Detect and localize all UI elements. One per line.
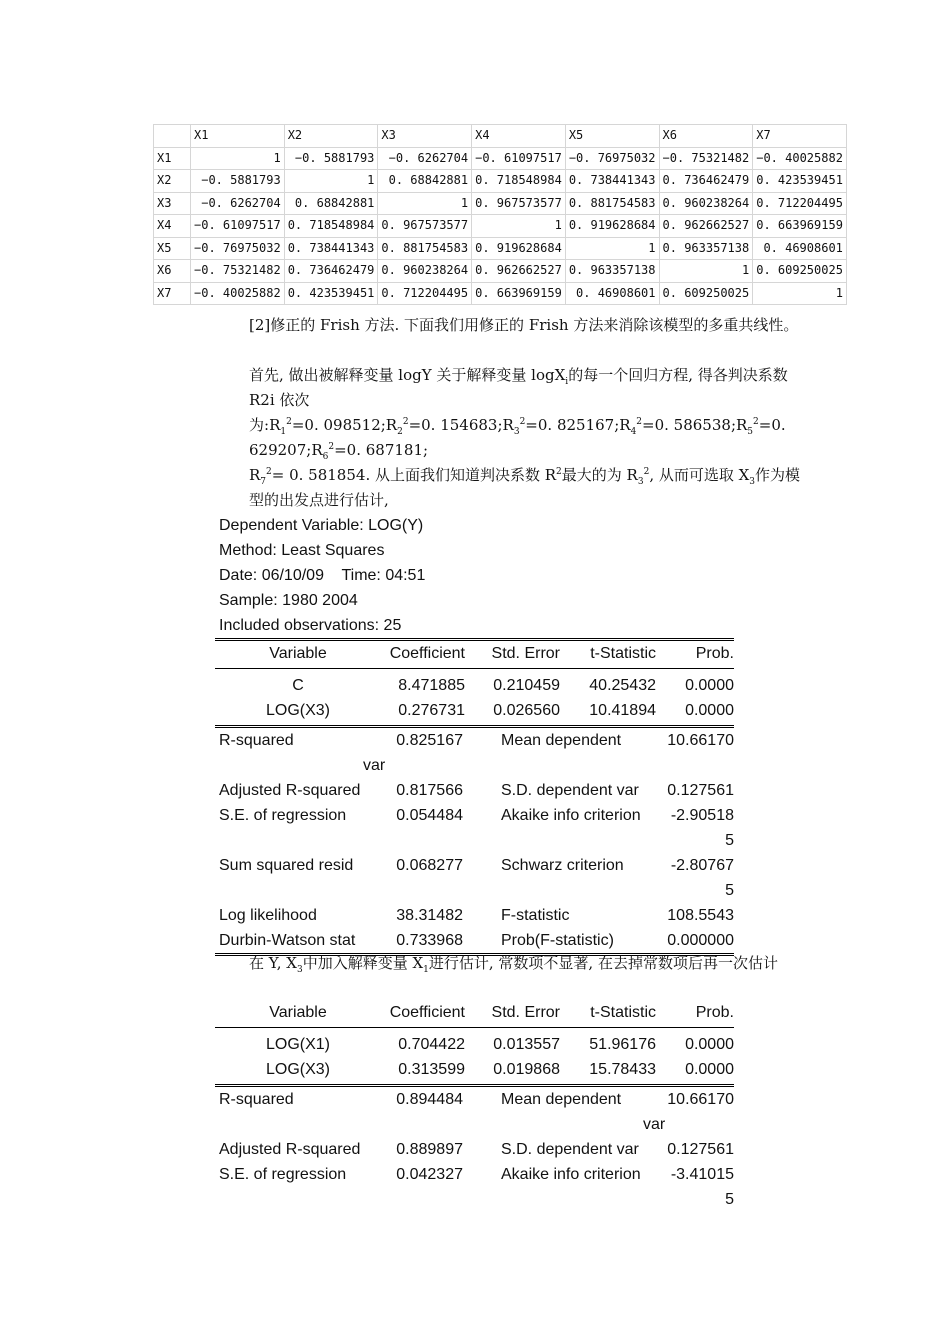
prob-f-label: Prob(F-statistic) [501, 932, 614, 949]
date-time-line: Date: 06/10/09 Time: 04:51 [219, 567, 426, 584]
method-line: Method: Least Squares [219, 542, 385, 559]
correlation-cell: 0. 962662527 [659, 215, 753, 238]
add-x1-text-a: 在 Y, X [249, 954, 297, 972]
r-letter: R [736, 416, 748, 434]
header-t-statistic: t-Statistic [590, 1004, 656, 1021]
add-x1-paragraph [249, 951, 814, 976]
sup-2: 2 [753, 417, 759, 427]
correlation-cell: −0. 5881793 [284, 147, 378, 170]
step-text-a: 首先, 做出被解释变量 logY 关于解释变量 logX [249, 366, 566, 384]
conclusion-text-b: 最大的为 R [561, 466, 638, 484]
correlation-cell: 0. 423539451 [753, 170, 847, 193]
mean-dependent-wrap: var [643, 1116, 666, 1133]
r-squared-value: =0. 154683; [408, 416, 503, 434]
r-subscript: 5 [747, 427, 754, 437]
r-squared-list [249, 416, 786, 462]
r-squared-value: 0.894484 [396, 1091, 463, 1108]
regression1-meta [219, 513, 425, 638]
add-x1-text-c: 进行估计, 常数项不显著, 在去掉常数项后再一次估计 [428, 954, 778, 972]
variable-name: LOG(X3) [265, 1061, 330, 1078]
sup-2: 2 [402, 417, 409, 427]
correlation-cell: −0. 61097517 [191, 215, 285, 238]
correlation-cell: 0. 967573577 [378, 215, 472, 238]
variable-name: LOG(X3) [265, 702, 330, 719]
r-letter: R [249, 466, 261, 484]
std-error-value: 0.019868 [493, 1061, 560, 1078]
correlation-cell: 0. 736462479 [659, 170, 753, 193]
r-squared-list-paragraph [249, 413, 814, 463]
r-squared-label: R-squared [219, 1091, 294, 1108]
coefficient-row [215, 1032, 734, 1057]
durbin-watson-label: Durbin-Watson stat [219, 932, 356, 949]
dependent-variable-line: Dependent Variable: LOG(Y) [219, 517, 424, 534]
correlation-column-header: X5 [565, 125, 659, 148]
correlation-row-label: X1 [154, 147, 191, 170]
correlation-row-label: X7 [154, 282, 191, 305]
correlation-cell: −0. 75321482 [191, 260, 285, 283]
adjusted-r-squared-label: Adjusted R-squared [219, 782, 361, 799]
correlation-column-header: X6 [659, 125, 753, 148]
correlation-row [154, 282, 847, 305]
correlation-cell: 0. 663969159 [753, 215, 847, 238]
coefficient-header-row [215, 1000, 734, 1025]
correlation-cell: 0. 963357138 [659, 237, 753, 260]
stats-row [215, 1162, 734, 1212]
akaike-value [643, 1162, 734, 1212]
sup-2: 2 [266, 467, 272, 477]
coefficient-row [215, 673, 734, 698]
t-statistic-value: 15.78433 [589, 1061, 656, 1078]
correlation-cell: 0. 960238264 [378, 260, 472, 283]
r-subscript: 4 [630, 427, 637, 437]
step-sub-i: i [565, 377, 569, 387]
correlation-cell: −0. 6262704 [378, 147, 472, 170]
regression1-output [215, 638, 734, 956]
correlation-cell: 1 [659, 260, 753, 283]
header-variable: Variable [269, 1004, 327, 1021]
correlation-cell: −0. 61097517 [472, 147, 566, 170]
akaike-value [643, 803, 734, 853]
stats-row-wrap [215, 1112, 734, 1137]
coefficient-row [215, 698, 734, 723]
sub-1: 1 [423, 965, 429, 975]
r-subscript: 2 [397, 427, 403, 437]
adjusted-r-squared-label: Adjusted R-squared [219, 1141, 361, 1158]
correlation-cell: 0. 960238264 [659, 192, 753, 215]
sup-2: 2 [328, 442, 335, 452]
prob-value: 0.0000 [685, 702, 734, 719]
r-squared-value: =0. 629207; [249, 416, 786, 459]
regression2-coefficient-table [215, 1000, 734, 1025]
regression1-statistics [215, 728, 734, 953]
correlation-cell: 0. 712204495 [753, 192, 847, 215]
sub-7: 7 [260, 477, 267, 487]
r-letter: R [502, 416, 514, 434]
r-letter: R [311, 441, 323, 459]
mean-dependent-label: Mean dependent [501, 1091, 622, 1108]
correlation-cell: 1 [284, 170, 378, 193]
regression1-coefficient-table [215, 641, 734, 666]
correlation-column-header: X3 [378, 125, 472, 148]
sub-3: 3 [296, 965, 303, 975]
correlation-cell: −0. 40025882 [753, 147, 847, 170]
adjusted-r-squared-value: 0.889897 [396, 1141, 463, 1158]
frish-intro-text: [2]修正的 Frish 方法. 下面我们用修正的 Frish 方法来消除该模型的多重共线性。 [249, 316, 799, 334]
correlation-row [154, 260, 847, 283]
conclusion-text-d: 作为模型的出发点进行估计, [249, 466, 801, 509]
coefficient-value: 0.313599 [398, 1061, 465, 1078]
stats-row [215, 853, 734, 903]
sd-dependent-label: S.D. dependent var [501, 782, 639, 799]
t-statistic-value: 10.41894 [589, 702, 656, 719]
correlation-cell: 0. 881754583 [378, 237, 472, 260]
correlation-row [154, 192, 847, 215]
f-statistic-value: 108.5543 [667, 907, 734, 924]
stats-row [215, 778, 734, 803]
header-prob: Prob. [695, 645, 734, 662]
correlation-column-header: X4 [472, 125, 566, 148]
correlation-row-label: X2 [154, 170, 191, 193]
coefficient-value: 8.471885 [398, 677, 465, 694]
header-prob: Prob. [695, 1004, 734, 1021]
t-statistic-value: 51.96176 [589, 1036, 656, 1053]
r-squared-value: =0. 586538; [642, 416, 736, 434]
header-coefficient: Coefficient [389, 645, 465, 662]
mean-dependent-value: 10.66170 [667, 1091, 734, 1108]
correlation-cell: 0. 881754583 [565, 192, 659, 215]
r-squared-label: R-squared [219, 732, 294, 749]
correlation-matrix-body [154, 125, 847, 305]
correlation-row-label: X3 [154, 192, 191, 215]
correlation-row [154, 237, 847, 260]
regression2-coefficient-rows [215, 1032, 734, 1082]
correlation-header-row [154, 125, 847, 148]
correlation-row [154, 215, 847, 238]
correlation-cell: −0. 40025882 [191, 282, 285, 305]
correlation-column-header: X2 [284, 125, 378, 148]
r-letter: R [269, 416, 281, 434]
std-error-value: 0.210459 [493, 677, 560, 694]
r-squared-value: =0. 098512; [291, 416, 386, 434]
header-std-error: Std. Error [491, 645, 560, 662]
akaike-label: Akaike info criterion [501, 1166, 641, 1183]
add-x1-text-b: 中加入解释变量 X [302, 954, 424, 972]
regression1-coefficient-rows [215, 673, 734, 723]
header-t-statistic: t-Statistic [590, 645, 656, 662]
stats-row [215, 1087, 734, 1112]
correlation-cell: −0. 75321482 [659, 147, 753, 170]
correlation-cell: 0. 738441343 [284, 237, 378, 260]
correlation-cell: 0. 46908601 [753, 237, 847, 260]
correlation-cell: −0. 76975032 [191, 237, 285, 260]
sup-2: 2 [556, 467, 562, 477]
r-subscript: 6 [322, 452, 329, 462]
correlation-cell: 0. 718548984 [284, 215, 378, 238]
correlation-cell: 1 [378, 192, 472, 215]
prob-f-value: 0.000000 [667, 932, 734, 949]
se-regression-label: S.E. of regression [219, 807, 347, 824]
correlation-cell: 0. 68842881 [284, 192, 378, 215]
log-likelihood-value: 38.31482 [396, 907, 463, 924]
coefficient-header-row [215, 641, 734, 666]
correlation-cell: 1 [472, 215, 566, 238]
correlation-row-label: X5 [154, 237, 191, 260]
sup-2: 2 [636, 417, 643, 427]
correlation-matrix [153, 124, 847, 305]
conclusion-text-c: , 从而可选取 X [649, 466, 750, 484]
correlation-column-header: X7 [753, 125, 847, 148]
r-letter: R [619, 416, 631, 434]
sub-3: 3 [749, 477, 756, 487]
r-squared-list-prefix: 为: [249, 416, 270, 434]
correlation-cell: 0. 963357138 [565, 260, 659, 283]
header-variable: Variable [269, 645, 327, 662]
se-regression-label: S.E. of regression [219, 1166, 347, 1183]
correlation-row-label: X4 [154, 215, 191, 238]
frish-intro-paragraph [249, 313, 814, 338]
r-squared-value: =0. 687181; [334, 441, 429, 459]
coefficient-value: 0.704422 [398, 1036, 465, 1053]
se-regression-value: 0.042327 [396, 1166, 463, 1183]
correlation-cell: 0. 46908601 [565, 282, 659, 305]
schwarz-value-b: 5 [725, 882, 734, 899]
prob-value: 0.0000 [685, 677, 734, 694]
akaike-value-b: 5 [725, 1191, 734, 1208]
correlation-cell: 1 [753, 282, 847, 305]
r-subscript: 3 [513, 427, 520, 437]
stats-row [215, 928, 734, 953]
sd-dependent-value: 0.127561 [667, 1141, 734, 1158]
sd-dependent-value: 0.127561 [667, 782, 734, 799]
correlation-cell: 1 [191, 147, 285, 170]
correlation-cell: 0. 738441343 [565, 170, 659, 193]
schwarz-value-a: -2.80767 [670, 857, 734, 874]
correlation-cell: 0. 962662527 [472, 260, 566, 283]
akaike-value-a: -2.90518 [670, 807, 734, 824]
correlation-cell: 0. 609250025 [753, 260, 847, 283]
conclusion-paragraph [249, 463, 814, 513]
r-subscript: 1 [280, 427, 287, 437]
sample-line: Sample: 1980 2004 [219, 592, 358, 609]
schwarz-label: Schwarz criterion [501, 857, 624, 874]
correlation-cell: 0. 967573577 [472, 192, 566, 215]
header-coefficient: Coefficient [389, 1004, 465, 1021]
correlation-cell: −0. 5881793 [191, 170, 285, 193]
regression-step-paragraph [249, 363, 814, 413]
std-error-value: 0.013557 [493, 1036, 560, 1053]
adjusted-r-squared-value: 0.817566 [396, 782, 463, 799]
prob-value: 0.0000 [685, 1061, 734, 1078]
correlation-row [154, 147, 847, 170]
correlation-cell: −0. 6262704 [191, 192, 285, 215]
correlation-cell: 0. 609250025 [659, 282, 753, 305]
stats-row [215, 728, 734, 753]
sup-2: 2 [519, 417, 526, 427]
correlation-cell: 0. 736462479 [284, 260, 378, 283]
correlation-cell: 0. 663969159 [472, 282, 566, 305]
ssr-value: 0.068277 [396, 857, 463, 874]
correlation-cell: 0. 68842881 [378, 170, 472, 193]
sd-dependent-label: S.D. dependent var [501, 1141, 639, 1158]
akaike-value-a: -3.41015 [670, 1166, 734, 1183]
mean-dependent-value: 10.66170 [667, 732, 734, 749]
prob-value: 0.0000 [685, 1036, 734, 1053]
regression2-statistics [215, 1087, 734, 1212]
r-squared-value: 0.825167 [396, 732, 463, 749]
sup-2: 2 [286, 417, 292, 427]
sup-2: 2 [643, 467, 650, 477]
schwarz-value [643, 853, 734, 903]
header-std-error: Std. Error [491, 1004, 560, 1021]
correlation-column-header: X1 [191, 125, 285, 148]
se-regression-value: 0.054484 [396, 807, 463, 824]
f-statistic-label: F-statistic [501, 907, 570, 924]
r-squared-value: =0. 825167; [525, 416, 620, 434]
stats-row [215, 1137, 734, 1162]
correlation-cell: 0. 718548984 [472, 170, 566, 193]
akaike-label: Akaike info criterion [501, 807, 641, 824]
correlation-cell: 0. 712204495 [378, 282, 472, 305]
sub-3: 3 [637, 477, 644, 487]
mean-dependent-text: Mean dependent [501, 732, 622, 749]
regression2-output [215, 1000, 734, 1212]
durbin-watson-value: 0.733968 [396, 932, 463, 949]
std-error-value: 0.026560 [493, 702, 560, 719]
correlation-row [154, 170, 847, 193]
conclusion-text-a: = 0. 581854. 从上面我们知道判决系数 R [271, 466, 557, 484]
log-likelihood-label: Log likelihood [219, 907, 317, 924]
coefficient-value: 0.276731 [398, 702, 465, 719]
stats-row-wrap [215, 753, 734, 778]
coefficient-row [215, 1057, 734, 1082]
correlation-cell: 0. 919628684 [565, 215, 659, 238]
r-letter: R [385, 416, 398, 434]
correlation-cell: 0. 423539451 [284, 282, 378, 305]
correlation-column-header [154, 125, 191, 148]
correlation-cell: 0. 919628684 [472, 237, 566, 260]
variable-name: C [292, 677, 304, 694]
variable-name: LOG(X1) [265, 1036, 330, 1053]
mean-dependent-wrap: var [363, 757, 386, 774]
t-statistic-value: 40.25432 [589, 677, 656, 694]
stats-row [215, 903, 734, 928]
ssr-label: Sum squared resid [219, 857, 354, 874]
observations-line: Included observations: 25 [219, 617, 402, 634]
akaike-value-b: 5 [725, 832, 734, 849]
mean-dependent-label [463, 728, 643, 753]
step-text-b: 的每一个回归方程, 得各判决系数 R2i 依次 [249, 366, 788, 409]
stats-row [215, 803, 734, 853]
correlation-cell: −0. 76975032 [565, 147, 659, 170]
correlation-row-label: X6 [154, 260, 191, 283]
correlation-cell: 1 [565, 237, 659, 260]
